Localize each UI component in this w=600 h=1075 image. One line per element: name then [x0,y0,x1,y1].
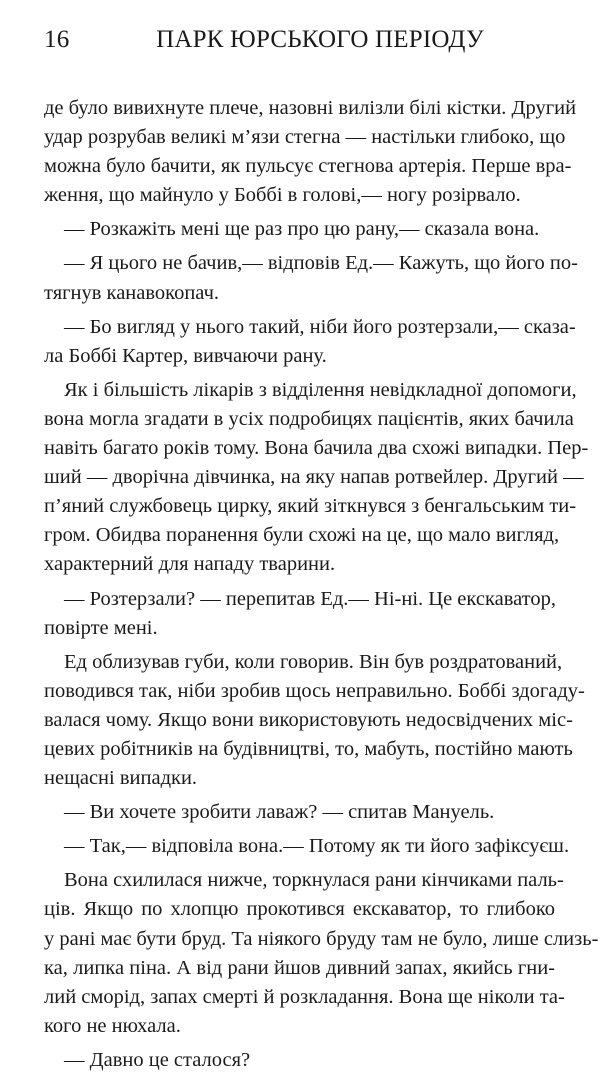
page-number: 16 [44,26,70,53]
text-line: ження, що майнуло у Боббі в голові,— ногу розірвало. [44,184,521,207]
page-header [44,26,556,60]
text-line: ла Боббі Картер, вивчаючи рану. [44,344,327,367]
text-line: гром. Обидва поранення були схожі на це, що мало вигляд, [44,524,560,547]
text-line: тягнув канавокопач. [44,281,220,304]
text-line: Як і більшість лікарів з відділення невідкладної допомоги, [64,378,577,401]
text-line: ший — дворічна дівчинка, на яку напав ротвейлер. Другий — [44,466,584,489]
text-line: повірте мені. [44,616,158,639]
text-line: удар розрубав великі м’язи стегна — настільки глибоко, що [44,126,566,149]
text-line: п’яний службовець цирку, який зіткнувся з бенгальським ти- [44,495,577,518]
text-line: у рані має бути бруд. Та ніякого бруду там не було, лише слизь- [44,927,599,950]
text-line: валася чому. Якщо вони використовують недосвідчених міс- [44,708,573,731]
text-line: характерний для нападу тварини. [44,553,336,576]
text-line: цевих робітників на будівництві, то, мабуть, постійно мають [44,737,573,760]
text-line: вона могла згадати в усіх подробицях пацієнтів, яких бачила [44,407,574,430]
text-line: — Я цього не бачив,— відповів Ед.— Кажуть, що його по- [64,252,578,275]
text-line: можна було бачити, як пульсує стегнова артерія. Перше вра- [44,155,572,178]
text-line: — Розкажіть мені ще раз про цю рану,— сказала вона. [64,218,540,241]
text-line: ка, липка піна. А від рани йшов дивний запах, якийсь гни- [44,956,555,979]
text-line: лий сморід, запах смерті й розкладання. Вона ще ніколи та- [44,985,565,1008]
running-title: ПАРК ЮРСЬКОГО ПЕРІОДУ [156,26,484,53]
text-line: кого не нюхала. [44,1014,181,1037]
text-line: — Так,— відповіла вона.— Потому як ти його зафіксуєш. [64,835,570,858]
text-line: нещасні випадки. [44,767,198,790]
text-line: поводився так, ніби зробив щось неправильно. Боббі здогаду- [44,679,585,702]
text-line: де було вивихнуте плече, назовні вилізли білі кістки. Другий [44,97,577,119]
text-line: навіть багато років тому. Вона бачила два схожі випадки. Пер- [44,437,589,460]
text-line: ців. Якщо по хлопцю прокотився екскаватор, то глибоко [44,898,555,921]
text-line: Ед облизував губи, коли говорив. Він був роздратований, [64,650,563,673]
text-line: Вона схилилася нижче, торкнулася рани кінчиками паль- [64,869,564,892]
text-line: — Давно це сталося? [64,1048,251,1071]
text-line: — Розтерзали? — перепитав Ед.— Ні-ні. Це екскаватор, [64,587,556,610]
text-line: — Ви хочете зробити лаваж? — спитав Мануель. [64,801,495,824]
text-line: — Бо вигляд у нього такий, ніби його розтерзали,— сказа- [64,315,576,338]
body-text [44,94,599,1075]
